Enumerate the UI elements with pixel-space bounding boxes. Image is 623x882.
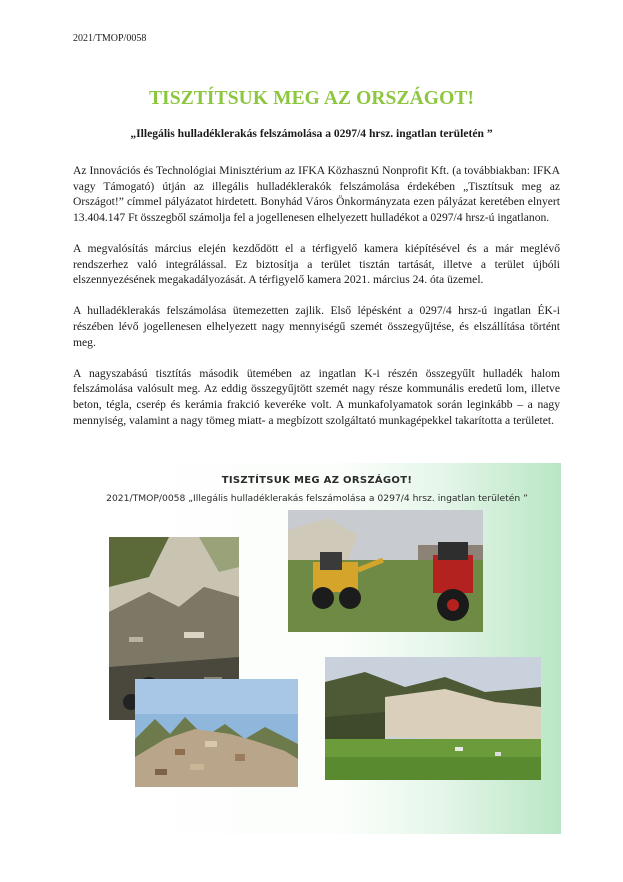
poster-subtitle: 2021/TMOP/0058 „Illegális hulladéklerakás felszámolása a 0297/4 hrsz. ingatlan területén ” xyxy=(106,493,528,504)
paragraph-3: A hulladéklerakás felszámolása ütemezetten zajlik. Első lépésként a 0297/4 hrsz-ú ingatlan ÉK-i részében lévő jogellenesen elhelyezett nagy mennyiségű szemét összegyűjtése, és elszállítása történt meg. xyxy=(73,304,560,349)
project-poster xyxy=(73,463,561,834)
body-text xyxy=(73,163,560,444)
page-title: TISZTÍTSUK MEG AZ ORSZÁGOT! xyxy=(148,88,475,109)
paragraph-1: Az Innovációs és Technológiai Minisztérium az IFKA Közhasznú Nonprofit Kft. (a továbbiakban: IFKA vagy Támogató) útján az illegális hulladéklerakók felszámolása érdekében „Tisztítsuk meg az Országot!” címmel pályázatot hirdetett. Bonyhád Város Önkormányzata ezen pályázat keretében elnyert 13.404.147 Ft összegből számolja fel a jogellenesen elhelyezett hulladékot a 0297/4 hrsz-ú ingatlanon. xyxy=(73,164,560,224)
photo-cleaned-area xyxy=(325,657,541,780)
photo-machinery xyxy=(288,510,483,632)
document-reference: 2021/TMOP/0058 xyxy=(73,33,147,44)
photo-rubble xyxy=(135,679,298,787)
page-subtitle: „Illegális hulladéklerakás felszámolása a 0297/4 hrsz. ingatlan területén ” xyxy=(130,127,493,140)
poster-title: TISZTÍTSUK MEG AZ ORSZÁGOT! xyxy=(221,475,413,486)
paragraph-4: A nagyszabású tisztítás második ütemében az ingatlan K-i részén összegyűlt hulladék halom felszámolása valósult meg. Az eddig összegyűjtött szemét nagy része kommunális eredetű lom, illetve beton, tégla, cserép és kerámia frakció keveréke volt. A munkafolyamatok során leginkább – a nagy mennyiség, valamint a nagy tömeg miatt- a megbízott szolgáltató munkagépekkel takarította a területet. xyxy=(73,366,560,427)
paragraph-2: A megvalósítás március elején kezdődött el a térfigyelő kamera kiépítésével és a már meglévő rendszerhez való integrálással. Ez biztosítja a terület tisztán tartását, illetve a terület újbóli elszennyezésének megakadályozását. A térfigyelő kamera 2021. március 24. óta üzemel. xyxy=(73,241,560,287)
